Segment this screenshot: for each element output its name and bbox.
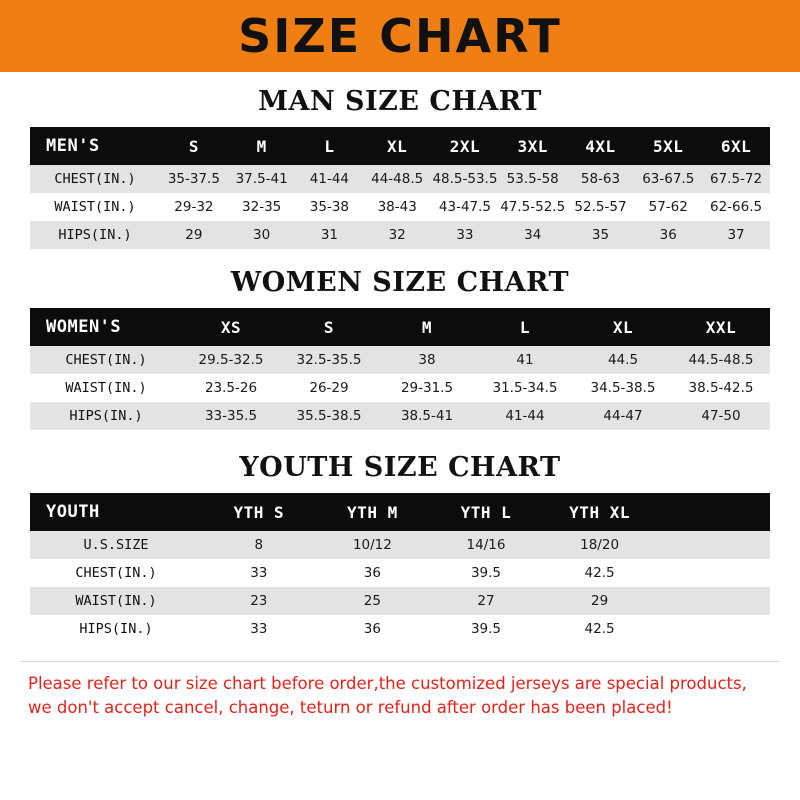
table-cell: 29 [160, 221, 228, 249]
disclaimer-line-1: Please refer to our size chart before order,the customized jerseys are special products, [28, 674, 747, 693]
table-cell: 31.5-34.5 [476, 374, 574, 402]
column-header: XS [220, 317, 242, 337]
table-cell: 10/12 [316, 531, 430, 559]
column-header: 4XL [585, 136, 616, 156]
table-cell: 44.5 [574, 346, 672, 374]
women-size-table [30, 308, 770, 430]
table-cell-spacer [656, 559, 770, 587]
row-label: HIPS(IN.) [30, 221, 160, 249]
table-cell: 41-44 [476, 402, 574, 430]
row-label: CHEST(IN.) [30, 559, 202, 587]
divider [20, 661, 780, 662]
table-cell: 32.5-35.5 [280, 346, 378, 374]
table-cell: 33 [202, 559, 316, 587]
table-cell: 41-44 [296, 165, 364, 193]
table-cell-spacer [656, 615, 770, 643]
table-cell: 38 [378, 346, 476, 374]
table-header-row [30, 493, 770, 531]
column-header: YTH M [347, 502, 398, 522]
page-title: SIZE CHART [238, 9, 562, 63]
column-header: L [519, 317, 531, 337]
table-cell: 47-50 [672, 402, 770, 430]
banner [0, 0, 800, 72]
table-cell: 38.5-42.5 [672, 374, 770, 402]
column-header: 6XL [720, 136, 752, 156]
disclaimer-line-2: we don't accept cancel, change, teturn or refund after order has been placed! [28, 697, 673, 717]
column-header: YTH L [460, 502, 512, 522]
table-cell: 29-32 [160, 193, 228, 221]
table-cell: 30 [228, 221, 296, 249]
table-cell: 67.5-72 [702, 165, 770, 193]
table-cell: 35-37.5 [160, 165, 228, 193]
column-header: XL [612, 317, 634, 337]
column-header: S [188, 136, 199, 156]
table-row [30, 531, 770, 559]
table-cell: 37 [702, 221, 770, 249]
section-heading-women: WOMEN SIZE CHART [230, 267, 570, 298]
table-cell: 43-47.5 [431, 193, 499, 221]
table-row [30, 374, 770, 402]
table-cell: 57-62 [634, 193, 702, 221]
youth-size-table-wrap [30, 493, 770, 643]
table-cell: 38-43 [363, 193, 431, 221]
row-label: WAIST(IN.) [30, 374, 182, 402]
table-cell: 32-35 [228, 193, 296, 221]
table-cell: 39.5 [429, 615, 543, 643]
table-cell: 35.5-38.5 [280, 402, 378, 430]
table-cell-spacer [656, 587, 770, 615]
table-cell: 33 [431, 221, 499, 249]
column-header: S [323, 317, 335, 337]
row-label: U.S.SIZE [30, 531, 202, 559]
table-cell: 35-38 [296, 193, 364, 221]
table-cell: 36 [634, 221, 702, 249]
women-size-table-wrap [30, 308, 770, 430]
table-cell: 23.5-26 [182, 374, 280, 402]
table-cell: 62-66.5 [702, 193, 770, 221]
column-header: XL [387, 136, 408, 156]
table-cell: 58-63 [567, 165, 635, 193]
table-cell: 42.5 [543, 559, 657, 587]
table-row [30, 346, 770, 374]
table-cell: 44.5-48.5 [672, 346, 770, 374]
table-cell: 32 [363, 221, 431, 249]
table-row [30, 402, 770, 430]
table-cell: 52.5-57 [567, 193, 635, 221]
table-row [30, 559, 770, 587]
table-cell: 37.5-41 [228, 165, 296, 193]
table-cell: 41 [476, 346, 574, 374]
table-cell: 36 [316, 559, 430, 587]
table-cell: 33 [202, 615, 316, 643]
table-cell: 44-47 [574, 402, 672, 430]
table-cell: 47.5-52.5 [499, 193, 567, 221]
column-header: XXL [705, 317, 737, 337]
column-header: YOUTH [46, 502, 100, 522]
row-label: WAIST(IN.) [30, 193, 160, 221]
table-cell: 14/16 [429, 531, 543, 559]
table-row [30, 165, 770, 193]
table-cell: 48.5-53.5 [431, 165, 499, 193]
table-cell: 27 [429, 587, 543, 615]
table-cell: 63-67.5 [634, 165, 702, 193]
table-cell: 23 [202, 587, 316, 615]
table-header-row [30, 127, 770, 165]
column-header: MEN'S [46, 136, 100, 156]
table-cell: 29.5-32.5 [182, 346, 280, 374]
table-cell: 29-31.5 [378, 374, 476, 402]
section-heading-man: MAN SIZE CHART [258, 86, 542, 117]
column-header: WOMEN'S [46, 317, 122, 337]
table-cell: 33-35.5 [182, 402, 280, 430]
column-header: M [256, 136, 267, 156]
table-cell: 29 [543, 587, 657, 615]
row-label: CHEST(IN.) [30, 346, 182, 374]
table-cell: 18/20 [543, 531, 657, 559]
table-cell-spacer [656, 531, 770, 559]
column-header: 5XL [653, 136, 684, 156]
table-row [30, 193, 770, 221]
table-row [30, 615, 770, 643]
table-cell: 38.5-41 [378, 402, 476, 430]
table-header-row [30, 308, 770, 346]
column-header: YTH XL [569, 502, 630, 522]
table-cell: 31 [296, 221, 364, 249]
table-cell: 26-29 [280, 374, 378, 402]
column-header: YTH S [233, 502, 285, 522]
table-cell: 34.5-38.5 [574, 374, 672, 402]
row-label: HIPS(IN.) [30, 402, 182, 430]
section-heading-youth: YOUTH SIZE CHART [239, 452, 561, 483]
table-cell: 42.5 [543, 615, 657, 643]
table-cell: 39.5 [429, 559, 543, 587]
table-cell: 35 [567, 221, 635, 249]
youth-size-table [30, 493, 770, 643]
man-size-table-wrap [30, 127, 770, 249]
table-row [30, 221, 770, 249]
man-size-table [30, 127, 770, 249]
table-cell: 53.5-58 [499, 165, 567, 193]
column-header-spacer [656, 493, 770, 531]
table-cell: 34 [499, 221, 567, 249]
table-cell: 36 [316, 615, 430, 643]
table-cell: 44-48.5 [363, 165, 431, 193]
column-header: M [421, 317, 433, 337]
table-cell: 8 [202, 531, 316, 559]
row-label: CHEST(IN.) [30, 165, 160, 193]
table-cell: 25 [316, 587, 430, 615]
table-row [30, 587, 770, 615]
column-header: 2XL [449, 136, 481, 156]
column-header: 3XL [517, 136, 548, 156]
row-label: HIPS(IN.) [30, 615, 202, 643]
row-label: WAIST(IN.) [30, 587, 202, 615]
column-header: L [324, 136, 335, 156]
disclaimer-note [28, 672, 780, 720]
